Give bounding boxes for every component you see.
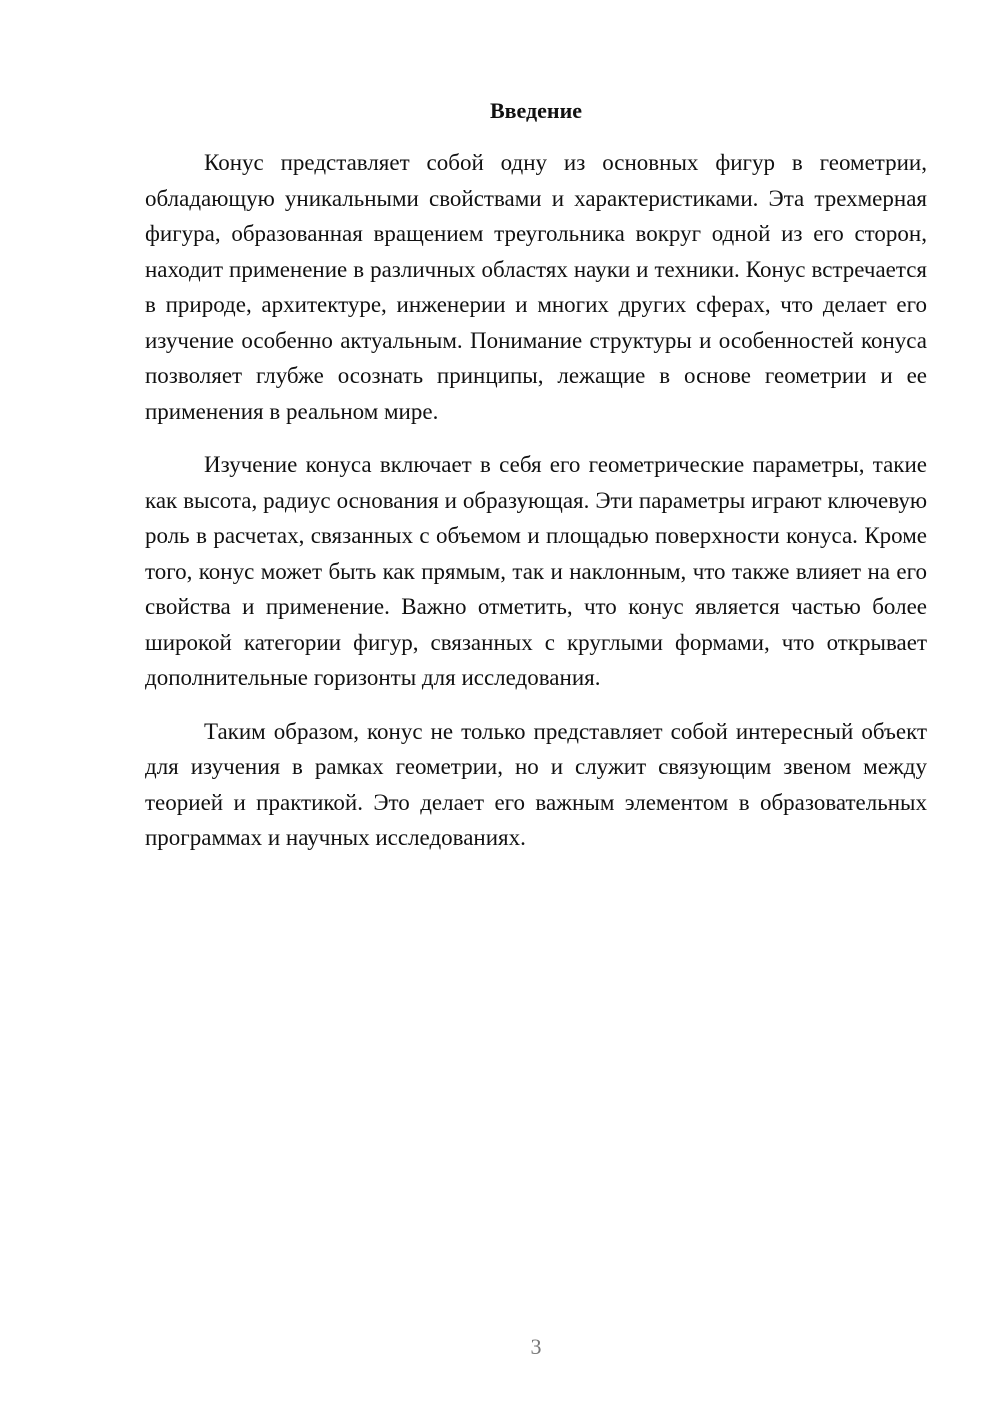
paragraph-3: Таким образом, конус не только представляет собой интересный объект для изучения в рамках геометрии, но и служит связующим звеном между теорией и практикой. Это делает его важным элементом в образовательных программах и научных исследованиях. <box>145 718 927 850</box>
paragraph-2: Изучение конуса включает в себя его геометрические параметры, такие как высота, радиус основания и образующая. Эти параметры играют ключевую роль в расчетах, связанных с объемом и площадью поверхности конуса. Кроме того, конус может быть как прямым, так и наклонным, что также влияет на его свойства и применение. Важно отметить, что конус является частью более широкой категории фигур, связанных с круглыми формами, что открывает дополнительные горизонты для исследования. <box>145 452 927 690</box>
body-text <box>145 145 927 874</box>
page-number: 3 <box>530 1334 542 1359</box>
paragraph-1: Конус представляет собой одну из основных фигур в геометрии, обладающую уникальными свойствами и характеристиками. Эта трехмерная фигура, образованная вращением треугольника вокруг одной из его сторон, находит применение в различных областях науки и техники. Конус встречается в природе, архитектуре, инженерии и многих других сферах, что делает его изучение особенно актуальным. Понимание структуры и особенностей конуса позволяет глубже осознать принципы, лежащие в основе геометрии и ее применения в реальном мире. <box>145 150 927 424</box>
section-heading: Введение <box>489 98 583 123</box>
